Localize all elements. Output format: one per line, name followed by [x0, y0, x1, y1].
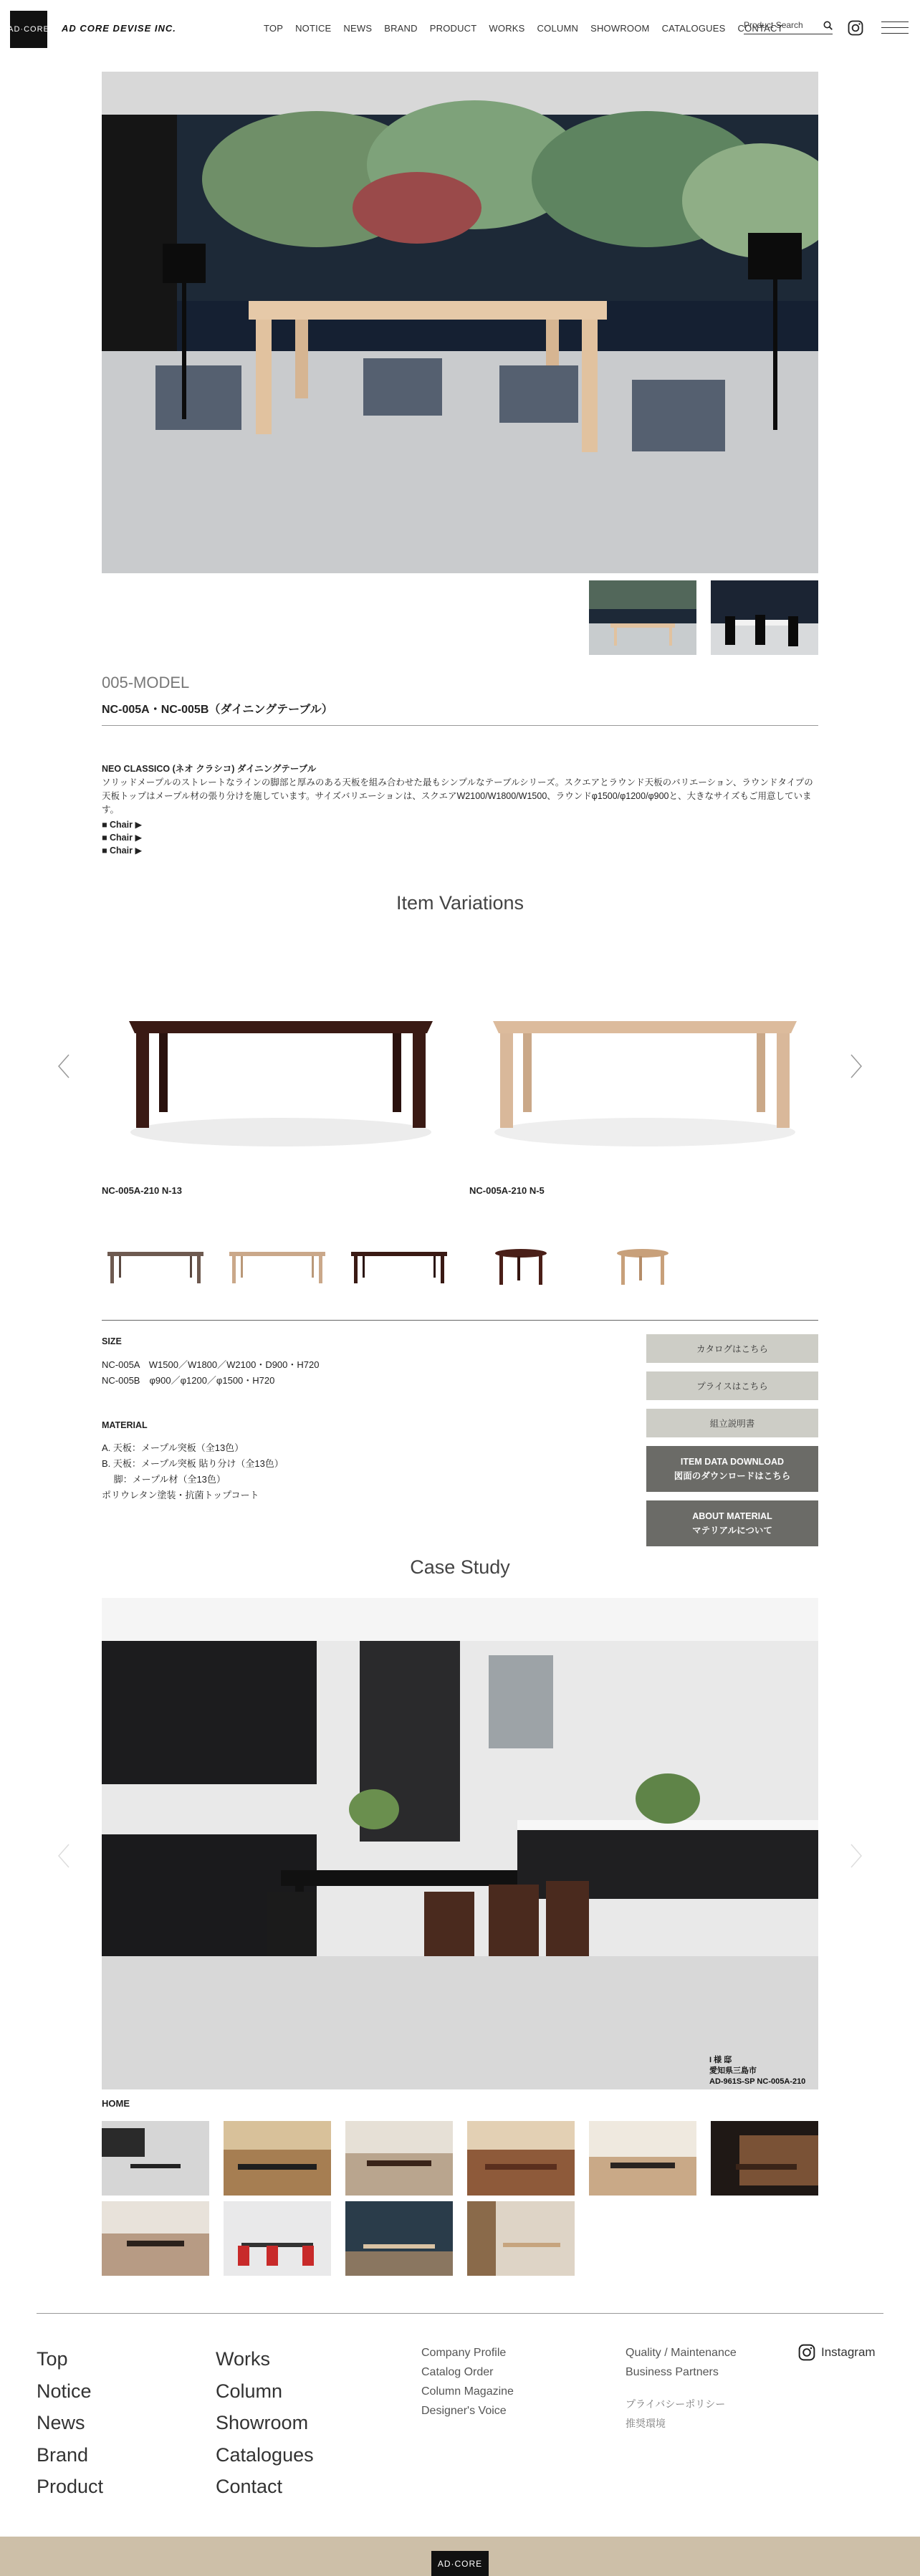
footer-link-column[interactable]: Column — [216, 2380, 283, 2402]
nav-works[interactable]: WORKS — [489, 23, 525, 34]
footer-link-catalog-order[interactable]: Catalog Order — [421, 2366, 494, 2378]
footer-column-2 — [216, 2343, 314, 2503]
product-description — [102, 762, 818, 858]
footer-column-1 — [37, 2343, 103, 2503]
nav-catalogues[interactable]: CATALOGUES — [661, 23, 726, 34]
footer-link-showroom[interactable]: Showroom — [216, 2412, 309, 2433]
case-thumb-5[interactable] — [589, 2121, 696, 2196]
footer-instagram-icon — [798, 2344, 815, 2361]
search-input[interactable] — [744, 20, 815, 30]
footer-logo-text: AD·CORE — [437, 2558, 483, 2569]
footer-logo[interactable] — [431, 2551, 489, 2576]
menu-icon[interactable] — [881, 21, 909, 34]
case-caption — [709, 2055, 805, 2087]
material-line-1: A. 天板：メープル突板（全13色） — [102, 1442, 244, 1453]
spec-divider — [102, 1320, 818, 1321]
material-label-1: ABOUT MATERIAL — [692, 1511, 772, 1521]
case-thumb-10[interactable] — [467, 2201, 575, 2276]
footer-link-designers-voice[interactable]: Designer's Voice — [421, 2405, 507, 2417]
variation-thumb-1[interactable] — [102, 1236, 209, 1301]
footer-link-quality[interactable]: Quality / Maintenance — [626, 2347, 737, 2359]
nav-column[interactable]: COLUMN — [537, 23, 579, 34]
nav-product[interactable]: PRODUCT — [429, 23, 477, 34]
material-line-4: ポリウレタン塗装・抗菌トップコート — [102, 1490, 259, 1500]
chair-link-3[interactable]: ■ Chair ▶ — [102, 846, 143, 856]
material-line-2: B. 天板：メープル突板 貼り分け（全13色） — [102, 1458, 284, 1469]
instagram-icon[interactable] — [848, 20, 863, 36]
size-title: SIZE — [102, 1336, 122, 1346]
brand-logo[interactable] — [10, 11, 47, 48]
material-line-3: 脚：メープル材（全13色） — [102, 1474, 226, 1485]
product-thumbnail-2[interactable] — [711, 580, 818, 655]
case-caption-location: 愛知県三島市 — [709, 2067, 757, 2075]
site-header — [0, 0, 920, 57]
variations-prev-arrow-icon[interactable] — [56, 1053, 72, 1079]
variation-thumb-2[interactable] — [224, 1236, 331, 1301]
nav-showroom[interactable]: SHOWROOM — [590, 23, 650, 34]
product-search — [744, 19, 833, 34]
title-divider — [102, 725, 818, 726]
footer-instagram-link[interactable] — [798, 2344, 876, 2361]
footer-instagram-label: Instagram — [821, 2345, 876, 2359]
case-caption-products: AD-961S-SP NC-005A-210 — [709, 2077, 806, 2086]
variation-thumb-5[interactable] — [589, 1236, 696, 1301]
variation-thumb-3[interactable] — [345, 1236, 453, 1301]
variation-caption-1: NC-005A-210 N-13 — [102, 1185, 182, 1196]
footer-link-news[interactable]: News — [37, 2412, 85, 2433]
case-thumb-2[interactable] — [224, 2121, 331, 2196]
case-thumb-3[interactable] — [345, 2121, 453, 2196]
nav-notice[interactable]: NOTICE — [295, 23, 332, 34]
case-thumb-8[interactable] — [224, 2201, 331, 2276]
size-line-2: NC-005B φ900／φ1200／φ1500・H720 — [102, 1375, 275, 1386]
about-material-button[interactable] — [646, 1500, 818, 1546]
case-caption-name: I 様 邸 — [709, 2056, 732, 2064]
nav-news[interactable]: NEWS — [343, 23, 373, 34]
material-label-2: マテリアルについて — [692, 1526, 772, 1536]
price-button[interactable]: プライスはこちら — [646, 1371, 818, 1400]
home-label: HOME — [102, 2098, 130, 2109]
brand-name[interactable]: AD CORE DEVISE INC. — [62, 23, 176, 34]
case-study-heading: Case Study — [410, 1556, 510, 1578]
logo-text: AD·CORE — [8, 25, 49, 34]
footer-divider — [37, 2313, 883, 2314]
footer-link-company-profile[interactable]: Company Profile — [421, 2347, 507, 2359]
footer-link-product[interactable]: Product — [37, 2476, 104, 2497]
size-line-1: NC-005A W1500／W1800／W2100・D900・H720 — [102, 1359, 320, 1370]
download-label-2: 図面のダウンロードはこちら — [674, 1471, 791, 1481]
case-thumb-1[interactable] — [102, 2121, 209, 2196]
footer-link-column-magazine[interactable]: Column Magazine — [421, 2385, 514, 2398]
catalog-button[interactable]: カタログはこちら — [646, 1334, 818, 1363]
nav-top[interactable]: TOP — [264, 23, 284, 34]
nav-contact[interactable]: CONTACT — [737, 23, 783, 34]
model-label: 005-MODEL — [102, 674, 190, 691]
footer-link-business-partners[interactable]: Business Partners — [626, 2366, 719, 2378]
case-study-image — [102, 1598, 818, 2089]
footer-link-privacy[interactable]: プライバシーポリシー — [626, 2398, 726, 2410]
variation-thumb-4[interactable] — [467, 1236, 575, 1301]
footer-link-contact[interactable]: Contact — [216, 2476, 283, 2497]
assembly-manual-button[interactable]: 組立説明書 — [646, 1409, 818, 1437]
footer-link-works[interactable]: Works — [216, 2348, 271, 2370]
item-data-download-button[interactable] — [646, 1446, 818, 1492]
download-label-1: ITEM DATA DOWNLOAD — [680, 1457, 785, 1467]
case-next-arrow-icon[interactable] — [848, 1843, 864, 1869]
nav-brand[interactable]: BRAND — [384, 23, 418, 34]
footer-link-top[interactable]: Top — [37, 2348, 68, 2370]
variation-image-1[interactable] — [109, 989, 453, 1168]
case-thumb-7[interactable] — [102, 2201, 209, 2276]
case-thumb-4[interactable] — [467, 2121, 575, 2196]
footer-column-3 — [421, 2343, 514, 2421]
main-nav — [264, 23, 795, 34]
footer-link-catalogues[interactable]: Catalogues — [216, 2443, 314, 2466]
search-icon[interactable] — [823, 21, 833, 30]
footer-link-environment[interactable]: 推奨環境 — [626, 2418, 666, 2429]
footer-column-4 — [626, 2343, 737, 2433]
footer-link-brand[interactable]: Brand — [37, 2443, 89, 2466]
material-title: MATERIAL — [102, 1420, 148, 1430]
product-title: NC-005A・NC-005B（ダイニングテーブル） — [102, 704, 333, 716]
variation-image-2[interactable] — [473, 989, 817, 1168]
description-title: NEO CLASSICO (ネオ クラシコ) ダイニングテーブル — [102, 764, 317, 774]
case-thumb-6[interactable] — [711, 2121, 818, 2196]
item-variations-heading: Item Variations — [396, 892, 524, 914]
chair-link-1[interactable]: ■ Chair ▶ — [102, 820, 143, 830]
footer-link-notice[interactable]: Notice — [37, 2380, 92, 2402]
case-thumb-9[interactable] — [345, 2201, 453, 2276]
variations-next-arrow-icon[interactable] — [848, 1053, 864, 1079]
variation-caption-2: NC-005A-210 N-5 — [469, 1185, 545, 1196]
main-product-image — [102, 72, 818, 573]
product-thumbnail-1[interactable] — [589, 580, 696, 655]
description-body: ソリッドメープルのストレートなラインの脚部と厚みのある天板を組み合わせた最もシンプルなテーブルシリーズ。スクエアとラウンド天板のバリエーション、ラウンドタイプの天板トップはメープル材の張り分けを施しています。サイズバリエーションは、スクエアW2100/W1800/W1500、ラウンドφ1500/φ1200/φ900と、大きなサイズもご用意しています。 — [102, 777, 813, 815]
chair-link-2[interactable]: ■ Chair ▶ — [102, 833, 143, 843]
case-prev-arrow-icon[interactable] — [56, 1843, 72, 1869]
